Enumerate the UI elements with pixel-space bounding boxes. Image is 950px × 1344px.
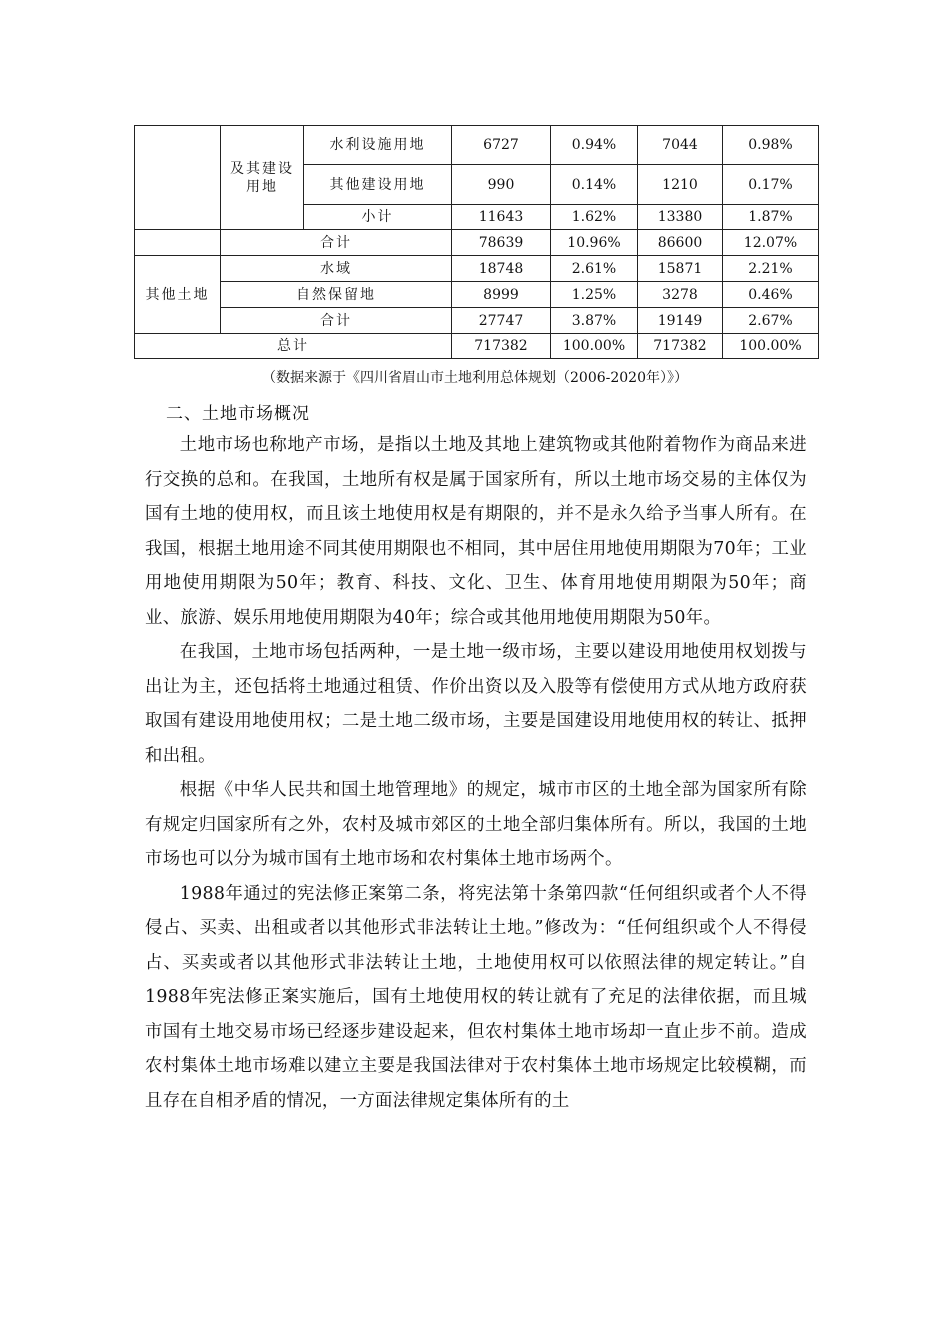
cell-value: 717382 (638, 334, 723, 359)
cell-value: 717382 (452, 334, 551, 359)
row-label: 其他建设用地 (304, 165, 452, 205)
cell-value: 3278 (638, 282, 723, 308)
empty-category-cell (135, 230, 221, 256)
table-row (135, 230, 819, 256)
cell-value: 0.14% (551, 165, 638, 205)
cell-value: 990 (452, 165, 551, 205)
cell-value: 11643 (452, 205, 551, 230)
cell-value: 12.07% (723, 230, 819, 256)
cell-value: 2.67% (723, 308, 819, 334)
cell-value: 8999 (452, 282, 551, 308)
cell-value: 0.94% (551, 126, 638, 165)
cell-value: 10.96% (551, 230, 638, 256)
table-row (135, 126, 819, 165)
category-label-cell: 其他土地 (135, 256, 221, 334)
cell-value: 1210 (638, 165, 723, 205)
table-row (135, 308, 819, 334)
row-label: 合计 (221, 308, 452, 334)
cell-value: 0.46% (723, 282, 819, 308)
empty-category-cell (135, 126, 221, 230)
cell-value: 27747 (452, 308, 551, 334)
cell-value: 2.61% (551, 256, 638, 282)
cell-value: 1.25% (551, 282, 638, 308)
cell-value: 18748 (452, 256, 551, 282)
body-text (145, 428, 807, 1118)
row-label: 自然保留地 (221, 282, 452, 308)
cell-value: 13380 (638, 205, 723, 230)
cell-value: 86600 (638, 230, 723, 256)
cell-value: 0.17% (723, 165, 819, 205)
cell-value: 3.87% (551, 308, 638, 334)
table-row (135, 282, 819, 308)
row-label: 水利设施用地 (304, 126, 452, 165)
cell-value: 15871 (638, 256, 723, 282)
land-use-table (134, 125, 819, 359)
cell-value: 6727 (452, 126, 551, 165)
cell-value: 100.00% (723, 334, 819, 359)
table-row (135, 334, 819, 359)
cell-value: 2.21% (723, 256, 819, 282)
paragraph: 土地市场也称地产市场，是指以土地及其地上建筑物或其他附着物作为商品来进行交换的总和。在我国，土地所有权是属于国家所有，所以土地市场交易的主体仅为国有土地的使用权，而且该土地使用权是有期限的，并不是永久给予当事人所有。在我国，根据土地用途不同其使用期限也不相同，其中居住用地使用期限为70年；工业用地使用期限为50年；教育、科技、文化、卫生、体育用地使用期限为50年；商业、旅游、娱乐用地使用期限为40年；综合或其他用地使用期限为50年。 (145, 435, 807, 628)
cell-value: 19149 (638, 308, 723, 334)
paragraph: 根据《中华人民共和国土地管理地》的规定，城市市区的土地全部为国家所有除有规定归国家所有之外，农村及城市郊区的土地全部归集体所有。所以，我国的土地市场也可以分为城市国有土地市场和农村集体土地市场两个。 (145, 780, 807, 869)
paragraph: 在我国，土地市场包括两种，一是土地一级市场，主要以建设用地使用权划拨与出让为主，还包括将土地通过租赁、作价出资以及入股等有偿使用方式从地方政府获取国有建设用地使用权；二是土地二级市场，主要是国建设用地使用权的转让、抵押和出租。 (145, 642, 807, 766)
cell-value: 1.87% (723, 205, 819, 230)
section-heading: 二、土地市场概况 (166, 404, 310, 424)
group-label-cell: 及其建设用地 (221, 126, 304, 230)
row-label: 合计 (221, 230, 452, 256)
table-caption: （数据来源于《四川省眉山市土地利用总体规划（2006-2020年）》） (262, 370, 688, 386)
table-row (135, 256, 819, 282)
cell-value: 0.98% (723, 126, 819, 165)
cell-value: 1.62% (551, 205, 638, 230)
row-label: 小计 (304, 205, 452, 230)
cell-value: 7044 (638, 126, 723, 165)
row-label: 水域 (221, 256, 452, 282)
row-label: 总计 (135, 334, 452, 359)
cell-value: 78639 (452, 230, 551, 256)
paragraph: 1988年通过的宪法修正案第二条，将宪法第十条第四款“任何组织或者个人不得侵占、买卖、出租或者以其他形式非法转让土地。”修改为：“任何组织或个人不得侵占、买卖或者以其他形式非法转让土地，土地使用权可以依照法律的规定转让。”自1988年宪法修正案实施后，国有土地使用权的转让就有了充足的法律依据，而且城市国有土地交易市场已经逐步建设起来，但农村集体土地市场却一直止步不前。造成农村集体土地市场难以建立主要是我国法律对于农村集体土地市场规定比较模糊，而且存在自相矛盾的情况，一方面法律规定集体所有的土 (145, 883, 807, 1111)
cell-value: 100.00% (551, 334, 638, 359)
